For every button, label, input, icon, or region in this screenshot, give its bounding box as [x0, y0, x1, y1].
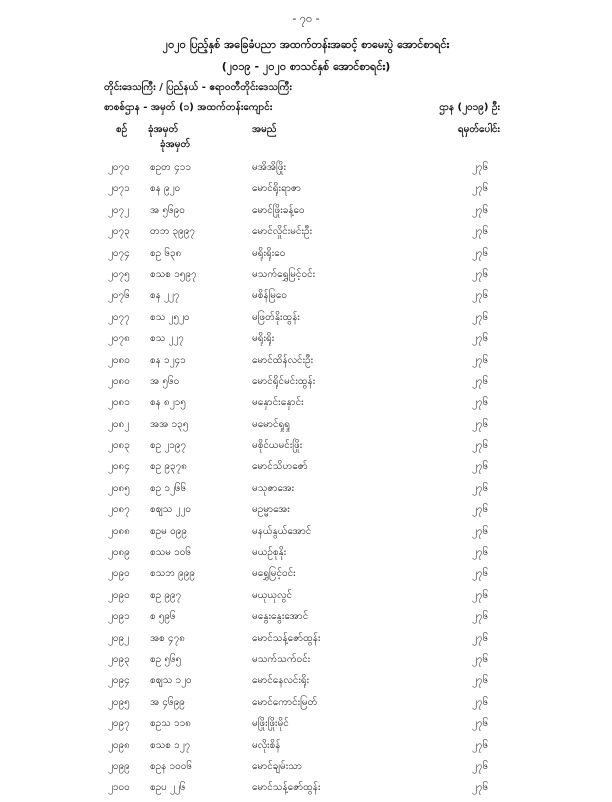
cell-roll-number: စဥန ၁၀၀၆: [150, 760, 193, 772]
column-header-name: အမည်: [252, 124, 277, 135]
cell-roll-number: စသဘ ၉၉၉: [150, 568, 195, 580]
cell-name: မောင်သိဟဇော်: [252, 461, 308, 473]
column-header-roll-sub: ခုံအမှတ်: [160, 139, 191, 150]
table-row: [0, 716, 612, 737]
cell-serial-no: ၂၀၇၄: [108, 247, 130, 259]
table-row: [0, 353, 612, 374]
table-row: [0, 203, 612, 224]
cell-serial-no: ၂၀၈၁: [108, 397, 130, 409]
column-header-marks: ရမှတ်ပေါင်း: [457, 124, 500, 135]
cell-marks: ၂၇၆: [472, 461, 489, 473]
cell-roll-number: အစ ၄၇၈: [150, 632, 185, 644]
cell-marks: ၂၇၆: [472, 653, 489, 665]
table-row: [0, 459, 612, 480]
table-row: [0, 524, 612, 545]
cell-serial-no: ၂၀၈၀: [108, 375, 130, 387]
cell-name: မရိုးရိုး: [252, 333, 275, 345]
cell-name: မစိန်မြ‌ဝေ: [252, 290, 287, 302]
table-row: [0, 759, 612, 780]
cell-marks: ၂၇၆: [472, 782, 489, 794]
table-row: [0, 374, 612, 395]
cell-serial-no: ၂၀၇၅: [108, 268, 130, 280]
cell-roll-number: စသစ ၁၂၇: [150, 739, 191, 751]
table-row: [0, 331, 612, 352]
cell-roll-number: စသ ၂၅၂၀: [150, 311, 190, 323]
table-row: [0, 310, 612, 331]
table-row: [0, 631, 612, 652]
cell-serial-no: ၂၀၇၇: [108, 311, 130, 323]
cell-roll-number: စန ၁၂၄၁: [150, 354, 186, 366]
cell-name: မောင်ဖြိုးခန့်ဝေ: [252, 204, 305, 216]
table-row: [0, 673, 612, 694]
document-title: ၂၀၂၀ ပြည့်နှစ် အခြေခံပညာ အထက်တန်းအဆင့် စာမေးပွဲ အောင်စာရင်း: [162, 38, 450, 51]
cell-marks: ၂၇၆: [472, 183, 489, 195]
cell-marks: ၂၇၆: [472, 611, 489, 623]
cell-serial-no: ၂၀၈၃: [108, 440, 130, 452]
cell-roll-number: အ ၅၆၉၀: [150, 204, 185, 216]
cell-serial-no: ၂၀၉၃: [108, 653, 130, 665]
cell-roll-number: အ ၅၆၀: [150, 375, 180, 387]
cell-roll-number: စသမ ၁၀၆: [150, 547, 192, 559]
table-row: [0, 545, 612, 566]
table-row: [0, 246, 612, 267]
cell-roll-number: စဥပ ၂၂၆: [150, 782, 186, 794]
cell-roll-number: စဥတ ၄၁၁: [150, 162, 191, 173]
exam-date-label: ဌာန (၂၀၁၉) ဦး: [439, 102, 500, 113]
cell-serial-no: ၂၀၈၇: [108, 504, 130, 516]
cell-roll-number: စဈသ ၂၂၀: [150, 504, 191, 516]
cell-marks: ၂၇၆: [472, 589, 489, 601]
cell-marks: ၂၇၆: [472, 568, 489, 580]
cell-serial-no: ၂၀၉၄: [108, 675, 130, 687]
table-row: [0, 288, 612, 309]
cell-marks: ၂၇၆: [472, 739, 489, 751]
cell-marks: ၂၇၆: [472, 290, 489, 302]
cell-serial-no: ၂၀၇၆: [108, 290, 130, 302]
cell-serial-no: ၂၀၉၂: [108, 632, 130, 644]
cell-serial-no: ၂၀၇၂: [108, 204, 130, 216]
cell-marks: ၂၇၆: [472, 482, 489, 494]
cell-roll-number: စဥ ၁၂၆၆: [150, 482, 187, 494]
table-row: [0, 652, 612, 673]
cell-marks: ၂၇၆: [472, 440, 489, 452]
cell-marks: ၂၇၆: [472, 547, 489, 559]
table-row: [0, 695, 612, 716]
cell-serial-no: ၂၀၉၉: [108, 760, 130, 772]
cell-name: မောင်သန့်ဇော်ထွန်း: [252, 782, 321, 794]
cell-roll-number: စဥ ၉၉၇: [150, 589, 182, 601]
table-row: [0, 224, 612, 245]
cell-name: မောင်ကောင်းမြတ်: [252, 696, 318, 708]
cell-name: မသက်သက်ဝင်း: [252, 653, 311, 665]
cell-roll-number: စ ၅၉၆: [150, 611, 176, 623]
cell-marks: ၂၇၆: [472, 418, 489, 430]
cell-name: မသုဇာအေး: [252, 482, 295, 494]
cell-name: မောင်ထိန်လင်းဦး: [252, 354, 314, 366]
cell-marks: ၂၇၆: [472, 226, 489, 238]
table-row: [0, 417, 612, 438]
cell-serial-no: ၂၀၈၉: [108, 547, 130, 559]
page-number: - ၇၀ -: [292, 12, 320, 25]
table-row: [0, 181, 612, 202]
table-row: [0, 588, 612, 609]
table-row: [0, 481, 612, 502]
cell-name: မောင်ချမ်းသာ: [252, 760, 303, 772]
cell-serial-no: ၂၀၉၀: [108, 589, 130, 601]
cell-name: မယဉ်စုနိုး: [252, 547, 287, 559]
cell-serial-no: ၂၀၈၄: [108, 461, 130, 473]
results-table: [0, 160, 612, 802]
cell-marks: ၂၇၆: [472, 204, 489, 216]
cell-name: မစိုင်ယမင်းဖြိုး: [252, 440, 303, 452]
table-row: [0, 438, 612, 459]
cell-marks: ၂၇၆: [472, 632, 489, 644]
cell-name: မဥမ္မာအေး: [252, 504, 290, 516]
table-row: [0, 566, 612, 587]
cell-name: မောင်နေလင်းရိုး: [252, 675, 310, 687]
division-label: တိုင်းဒေသကြီး / ပြည်နယ် - ဧရာဝတီတိုင်းဒေသကြီး: [104, 82, 292, 93]
cell-marks: ၂၇၆: [472, 354, 489, 366]
table-row: [0, 502, 612, 523]
cell-serial-no: ၂၀၉၇: [108, 718, 130, 730]
cell-marks: ၂၇၆: [472, 247, 489, 259]
cell-serial-no: ၂၀၇၈: [108, 333, 130, 345]
cell-name: မောင်လှိုင်းမင်းဦး: [252, 226, 313, 238]
cell-roll-number: စဥ ၂၁၉၇: [150, 440, 187, 452]
cell-roll-number: စဈသ ၁၂၀: [150, 675, 192, 687]
cell-serial-no: ၂၀၇၁: [108, 183, 130, 195]
cell-marks: ၂၇၆: [472, 675, 489, 687]
cell-marks: ၂၇၆: [472, 696, 489, 708]
cell-serial-no: ၂၀၉၈: [108, 739, 130, 751]
cell-serial-no: ၂၀၈၂: [108, 418, 130, 430]
cell-name: မဖြိုးဖြိုးမိုင်: [252, 718, 289, 730]
table-row: [0, 609, 612, 630]
cell-name: မဖြတ်နိုးထွန်း: [252, 311, 300, 323]
cell-name: မနှောင်းနှောင်း: [252, 397, 304, 409]
cell-name: မောင်ရိုင်မင်းထွန်း: [252, 375, 316, 387]
cell-marks: ၂၇၆: [472, 268, 489, 280]
table-row: [0, 738, 612, 759]
cell-roll-number: စဥသ ၁၁၈: [150, 718, 191, 730]
table-row: [0, 395, 612, 416]
cell-serial-no: ၂၀၉၀: [108, 568, 130, 580]
cell-name: မောင်သန့်ဇော်ထွန်း: [252, 632, 321, 644]
table-row: [0, 267, 612, 288]
cell-marks: ၂၇၆: [472, 525, 489, 537]
cell-marks: ၂၇၆: [472, 333, 489, 345]
cell-roll-number: စဥ ၉၃၇၈: [150, 461, 187, 473]
cell-roll-number: အ ၄၆၉၉: [150, 696, 185, 708]
cell-serial-no: ၂၀၉၁: [108, 611, 130, 623]
cell-serial-no: ၂၀၈၀: [108, 354, 130, 366]
column-header-roll: ခုံအမှတ်: [148, 124, 179, 135]
table-row: [0, 780, 612, 801]
cell-roll-number: တဘ ၃၉၉၇: [150, 226, 196, 238]
cell-marks: ၂၇၆: [472, 397, 489, 409]
cell-marks: ၂၇၆: [472, 162, 489, 173]
cell-serial-no: ၂၀၇၃: [108, 226, 130, 238]
cell-name: မမောင်ရှုရှု: [252, 418, 290, 430]
cell-name: မရိုးရိုးဝေ: [252, 247, 286, 259]
document-subtitle: (၂၀၁၉ - ၂၀၂၀ စာသင်နှစ် အောင်စာရင်း): [221, 60, 391, 73]
cell-name: မောင်ရိုးရာဇာ: [252, 183, 301, 195]
district-label: စာစစ်ဌာန - အမှတ် (၁) အထက်တန်းကျောင်း: [104, 102, 273, 113]
cell-serial-no: ၂၀၈၈: [108, 525, 130, 537]
cell-serial-no: ၂၁၀၀: [108, 782, 130, 794]
cell-marks: ၂၇၆: [472, 760, 489, 772]
cell-roll-number: အအ ၁၃၅: [150, 418, 189, 430]
cell-roll-number: စသစ ၁၅၉၇: [150, 268, 197, 280]
table-row: [0, 160, 612, 181]
cell-name: မနွေးနွေးအောင်: [252, 611, 309, 623]
cell-roll-number: စဥ ၆၃၈: [150, 247, 182, 259]
cell-name: မအိအိဖြိုး: [252, 162, 287, 173]
cell-roll-number: စန ၉၂၀: [150, 183, 181, 195]
column-header-no: စဉ်: [116, 124, 128, 135]
cell-name: မယုယုလွင်: [252, 589, 293, 601]
cell-name: မသက်ရွှေမြင့်ဝင်း: [252, 268, 316, 280]
cell-serial-no: ၂၀၉၅: [108, 696, 130, 708]
cell-roll-number: စဥမ ၀၉၉: [150, 525, 187, 537]
cell-name: မလိုးစိန်: [252, 739, 281, 751]
cell-marks: ၂၇၆: [472, 311, 489, 323]
cell-name: မရွှေမြင့်ဝင်း: [252, 568, 296, 580]
cell-marks: ၂၇၆: [472, 718, 489, 730]
cell-roll-number: စန ၂၂၇: [150, 290, 180, 302]
cell-serial-no: ၂၀၈၅: [108, 482, 130, 494]
cell-serial-no: ၂၀၇၀: [108, 162, 130, 173]
cell-roll-number: စန ၈၂၁၅: [150, 397, 186, 409]
cell-roll-number: စသ ၂၂၇: [150, 333, 184, 345]
cell-marks: ၂၇၆: [472, 375, 489, 387]
cell-marks: ၂၇၆: [472, 504, 489, 516]
cell-roll-number: စဥ ၅၆၅: [150, 653, 182, 665]
cell-name: မနယ်နွယ်အောင်: [252, 525, 312, 537]
